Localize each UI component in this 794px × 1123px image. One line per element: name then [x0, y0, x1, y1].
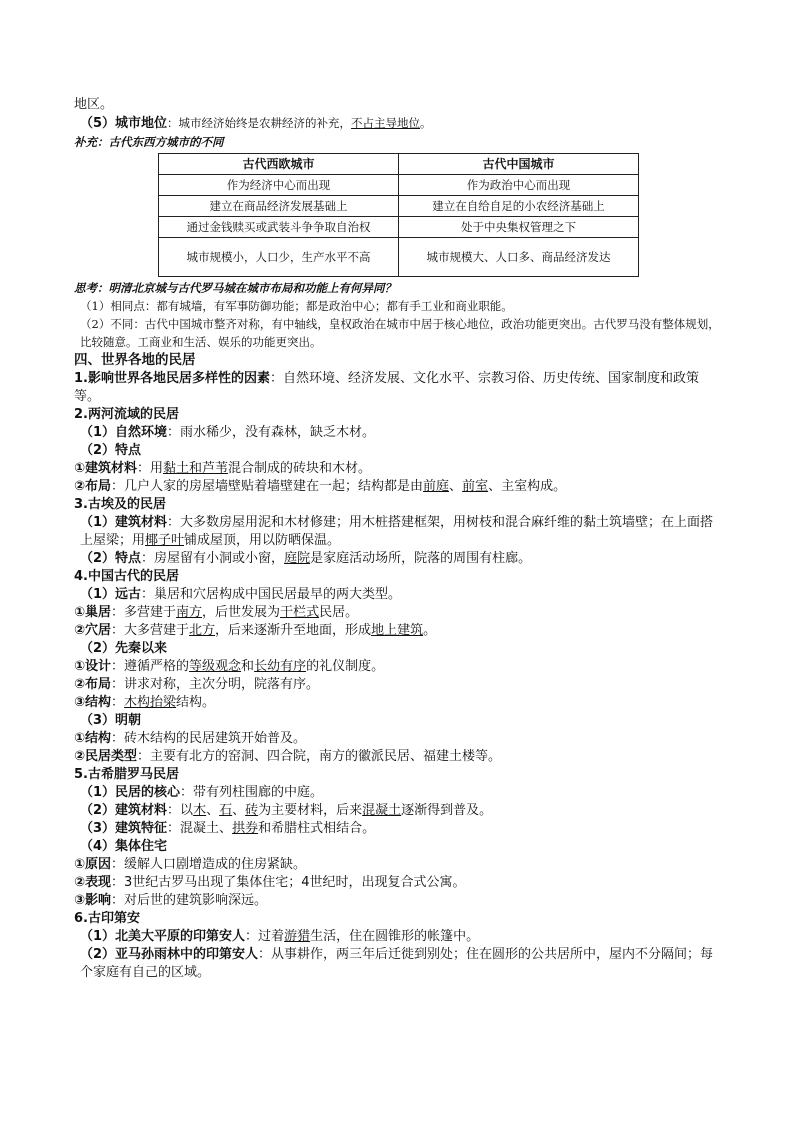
text-line: （2）特点：房屋留有小洞或小窗，庭院是家庭活动场所，院落的周围有柱廊。 — [80, 551, 532, 566]
text-line: （1）民居的核心：带有列柱围廊的中庭。 — [80, 785, 324, 800]
table-header: 古代中国城市 — [399, 154, 639, 175]
table-row — [159, 175, 639, 196]
text-line: （3）明朝 — [80, 713, 142, 728]
text-line: （2）特点 — [80, 443, 142, 458]
table-row — [159, 238, 639, 277]
subsection-title: 2.两河流域的民居 — [74, 407, 179, 422]
table-cell: 通过金钱赎买或武装斗争争取自治权 — [159, 217, 399, 238]
subsection-title: 5.古希腊罗马民居 — [74, 767, 179, 782]
text-line: ①建筑材料：用黏土和芦苇混合制成的砖块和木材。 — [74, 461, 372, 476]
table-header-row — [159, 154, 639, 175]
supplement-heading: 补充：古代东西方城市的不同 — [74, 135, 224, 149]
text-line: ②民居类型：主要有北方的窑洞、四合院，南方的徽派民居、福建土楼等。 — [74, 749, 502, 764]
city-status: （5）城市地位：城市经济始终是农耕经济的补充，不占主导地位。 — [80, 116, 432, 131]
factors-paragraph: 1.影响世界各地民居多样性的因素：自然环境、经济发展、文化水平、宗教习俗、历史传统、国家制度和政策等。 — [74, 371, 699, 404]
text-line: （1）远古：巢居和穴居构成中国民居最早的两大类型。 — [80, 587, 402, 602]
text-line: ①原因：缓解人口剧增造成的住房紧缺。 — [74, 857, 307, 872]
table-cell: 城市规模大、人口多、商品经济发达 — [399, 238, 639, 277]
table-cell: 作为经济中心而出现 — [159, 175, 399, 196]
table-cell: 建立在商品经济发展基础上 — [159, 196, 399, 217]
comparison-table — [158, 153, 639, 277]
section-title: 四、世界各地的民居 — [74, 352, 196, 368]
text-line: （4）集体住宅 — [80, 839, 168, 854]
table-cell: 作为政治中心而出现 — [399, 175, 639, 196]
table-row — [159, 196, 639, 217]
text-line: ②表现：3世纪古罗马出现了集体住宅；4世纪时，出现复合式公寓。 — [74, 875, 466, 890]
text-line: ①结构：砖木结构的民居建筑开始普及。 — [74, 731, 307, 746]
table-cell: 处于中央集权管理之下 — [399, 217, 639, 238]
text-line: ②布局：几户人家的房屋墙壁贴着墙壁建在一起；结构都是由前庭、前室、主室构成。 — [74, 479, 567, 494]
text-line: （2）建筑材料：以木、石、砖为主要材料，后来混凝土逐渐得到普及。 — [80, 803, 493, 818]
subsection-title: 4.中国古代的民居 — [74, 569, 179, 584]
text-line: ③影响：对后世的建筑影响深远。 — [74, 893, 268, 908]
text-line: 地区。 — [74, 97, 114, 112]
table-cell: 城市规模小，人口少，生产水平不高 — [159, 238, 399, 277]
subsection-title: 3.古埃及的民居 — [74, 497, 166, 512]
text-line: （2）先秦以来 — [80, 641, 168, 656]
table-cell: 建立在自给自足的小农经济基础上 — [399, 196, 639, 217]
text-line: （2）亚马孙雨林中的印第安人：从事耕作，两三年后迁徙到别处；住在圆形的公共居所中，屋内不分隔间；每个家庭有自己的区域。 — [80, 947, 714, 980]
text-line: （1）自然环境：雨水稀少，没有森林，缺乏木材。 — [80, 425, 376, 440]
text-line: ①设计：遵循严格的等级观念和长幼有序的礼仪制度。 — [74, 659, 385, 674]
think-answer-similar: （1）相同点：都有城墙，有军事防御功能；都是政治中心；都有手工业和商业职能。 — [80, 299, 513, 313]
text-line: ①巢居：多营建于南方，后世发展为干栏式民居。 — [74, 605, 359, 620]
text-line: （1）北美大平原的印第安人：过着游猎生活，住在圆锥形的帐篷中。 — [80, 929, 480, 944]
text-line: ③结构：木构抬梁结构。 — [74, 695, 216, 710]
table-header: 古代西欧城市 — [159, 154, 399, 175]
document-page — [74, 96, 724, 982]
think-answer-different: （2）不同：古代中国城市整齐对称，有中轴线，皇权政治在城市中居于核心地位，政治功能更突出。古代罗马没有整体规划，比较随意。工商业和生活、娱乐的功能更突出。 — [80, 317, 720, 349]
table-row — [159, 217, 639, 238]
text-line: ②布局：讲求对称，主次分明，院落有序。 — [74, 677, 320, 692]
think-question: 思考：明清北京城与古代罗马城在城市布局和功能上有何异同？ — [74, 281, 396, 295]
text-line: ②穴居：大多营建于北方，后来逐渐升至地面，形成地上建筑。 — [74, 623, 437, 638]
text-line: （1）建筑材料：大多数房屋用泥和木材修建；用木桩搭建框架，用树枝和混合麻纤维的黏土筑墙壁；在上面搭上屋梁；用椰子叶铺成屋顶，用以防晒保温。 — [80, 515, 714, 548]
subsection-title: 6.古印第安 — [74, 911, 140, 926]
text-line: （3）建筑特征：混凝土、拱券和希腊柱式相结合。 — [80, 821, 376, 836]
